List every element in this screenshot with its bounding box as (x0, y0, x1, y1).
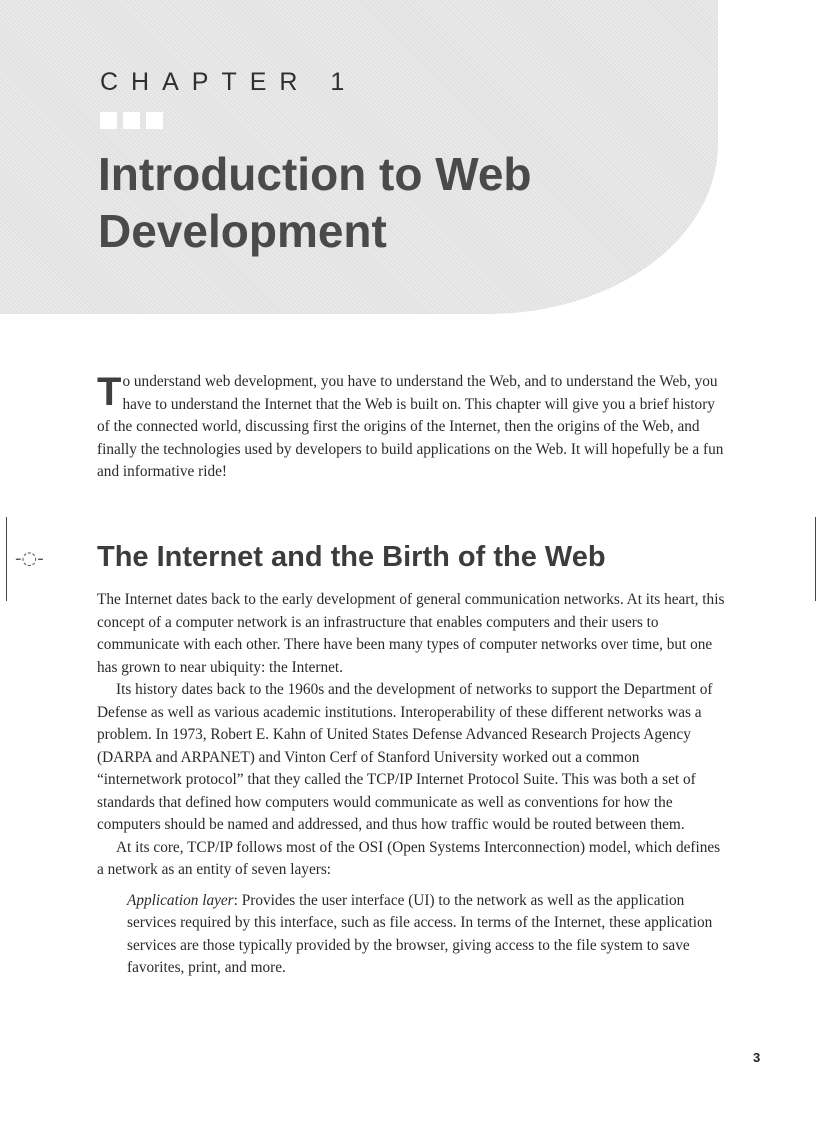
ornament-square-icon (100, 112, 117, 129)
left-margin-rule (6, 517, 7, 601)
body-paragraph: Its history dates back to the 1960s and the development of networks to support the Department of Defense as well as various academic institutions. Interoperability of these different networks was a problem. In 1973, Robert E. Kahn of United States Defense Advanced Research Projects Agency (DARPA and ARPANET) and Vinton Cerf of Stanford University worked out a common “internetwork protocol” that they called the TCP/IP Internet Protocol Suite. This was both a set of standards that defined how computers would communicate as well as conventions for how the computers should be named and addressed, and thus how traffic would be routed between them. (97, 681, 713, 833)
list-item-text: : Provides the user interface (UI) to the network as well as the application services required by this interface, such as file access. In terms of the Internet, these application services are those typically provided by the browser, giving access to the file system to save favorites, print, and more. (127, 891, 713, 976)
chapter-label: CHAPTER 1 (100, 68, 358, 96)
body-paragraph: At its core, TCP/IP follows most of the OSI (Open Systems Interconnection) model, which defines a network as an entity of seven layers: (97, 838, 721, 878)
list-item (127, 890, 727, 980)
chapter-title: Introduction to Web Development (98, 148, 532, 257)
body-paragraph: The Internet dates back to the early development of general communication networks. At its heart, this concept of a computer network is an infrastructure that enables computers and their users to communicate with each other. There have been many types of computer networks over time, but one has grown to near ubiquity: the Internet. (97, 591, 725, 676)
ornament-square-icon (123, 112, 140, 129)
page-number: 3 (753, 1050, 761, 1065)
registration-mark-icon: -◌- (15, 548, 44, 569)
chapter-header-band (0, 0, 718, 314)
drop-cap: T (97, 370, 122, 414)
list-item-term: Application layer (127, 891, 234, 909)
chapter-ornament (100, 112, 163, 129)
intro-paragraph (97, 371, 727, 484)
section-heading: The Internet and the Birth of the Web (97, 541, 606, 573)
ornament-square-icon (146, 112, 163, 129)
section-body (97, 589, 727, 980)
intro-text: o understand web development, you have to understand the Web, and to understand the Web, you have to understand the Internet that the Web is built on. This chapter will give you a brief history of the connected world, discussing first the origins of the Internet, then the origins of the Web, and finally the technologies used by developers to build applications on the Web. It will hopefully be a fun and informative ride! (97, 373, 724, 480)
